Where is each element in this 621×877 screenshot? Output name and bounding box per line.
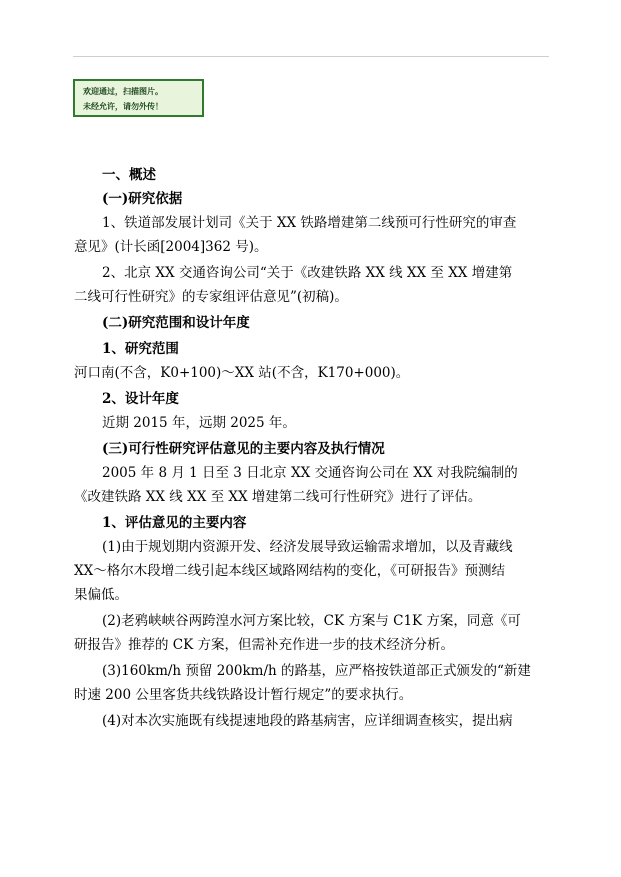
stamp-line-2: 未经允许，请勿外传！ bbox=[83, 102, 163, 111]
paragraph-line: 意见》(计长函[2004]362 号)。 bbox=[74, 239, 268, 255]
document-body bbox=[74, 161, 546, 733]
subheading-evaluation: (三)可行性研究评估意见的主要内容及执行情况 bbox=[102, 441, 385, 457]
header-rule bbox=[73, 56, 549, 57]
stamp-line-1: 欢迎通过，扫描图片。 bbox=[83, 87, 163, 96]
paragraph-line: 二线可行性研究》的专家组评估意见”(初稿)。 bbox=[74, 289, 348, 305]
paragraph-line: (3)160km/h 预留 200km/h 的路基，应严格按铁道部正式颁发的“新建 bbox=[102, 663, 531, 679]
watermark-stamp bbox=[73, 79, 204, 117]
paragraph-line: 果偏低。 bbox=[74, 587, 128, 603]
paragraph-line: 《改建铁路 XX 线 XX 至 XX 增建第二线可行性研究》进行了评估。 bbox=[74, 489, 482, 505]
paragraph-line: (2)老鸦峡峡谷两跨湟水河方案比较，CK 方案与 C1K 方案，同意《可 bbox=[102, 613, 521, 629]
paragraph-line: 2005 年 8 月 1 日至 3 日北京 XX 交通咨询公司在 XX 对我院编制的 bbox=[102, 465, 518, 481]
paragraph-line: 时速 200 公里客货共线铁路设计暂行规定”的要求执行。 bbox=[74, 687, 413, 703]
paragraph-line: (4)对本次实施既有线提速地段的路基病害，应详细调查核实，提出病 bbox=[102, 713, 513, 729]
subheading-research-basis: (一)研究依据 bbox=[102, 191, 183, 207]
paragraph-line: 1、铁道部发展计划司《关于 XX 铁路增建第二线预可行性研究的审查 bbox=[102, 215, 517, 231]
paragraph-line: 2、北京 XX 交通咨询公司“关于《改建铁路 XX 线 XX 至 XX 增建第 bbox=[102, 265, 513, 281]
paragraph-line: 近期 2015 年，远期 2025 年。 bbox=[102, 415, 296, 431]
paragraph-line: 河口南(不含，K0+100)～XX 站(不含，K170+000)。 bbox=[74, 365, 410, 381]
paragraph-line: XX～格尔木段增二线引起本线区域路网结构的变化，《可研报告》预测结 bbox=[74, 563, 505, 579]
subheading-evaluation-content: 1、评估意见的主要内容 bbox=[102, 515, 247, 531]
subheading-scope-design-year: (二)研究范围和设计年度 bbox=[102, 315, 250, 331]
section-heading-overview: 一、概述 bbox=[102, 167, 156, 183]
subheading-research-scope: 1、研究范围 bbox=[102, 341, 179, 357]
paragraph-line: (1)由于规划期内资源开发、经济发展导致运输需求增加，以及青藏线 bbox=[102, 539, 513, 555]
subheading-design-year: 2、设计年度 bbox=[102, 391, 179, 407]
paragraph-line: 研报告》推荐的 CK 方案，但需补充作进一步的技术经济分析。 bbox=[74, 637, 454, 653]
